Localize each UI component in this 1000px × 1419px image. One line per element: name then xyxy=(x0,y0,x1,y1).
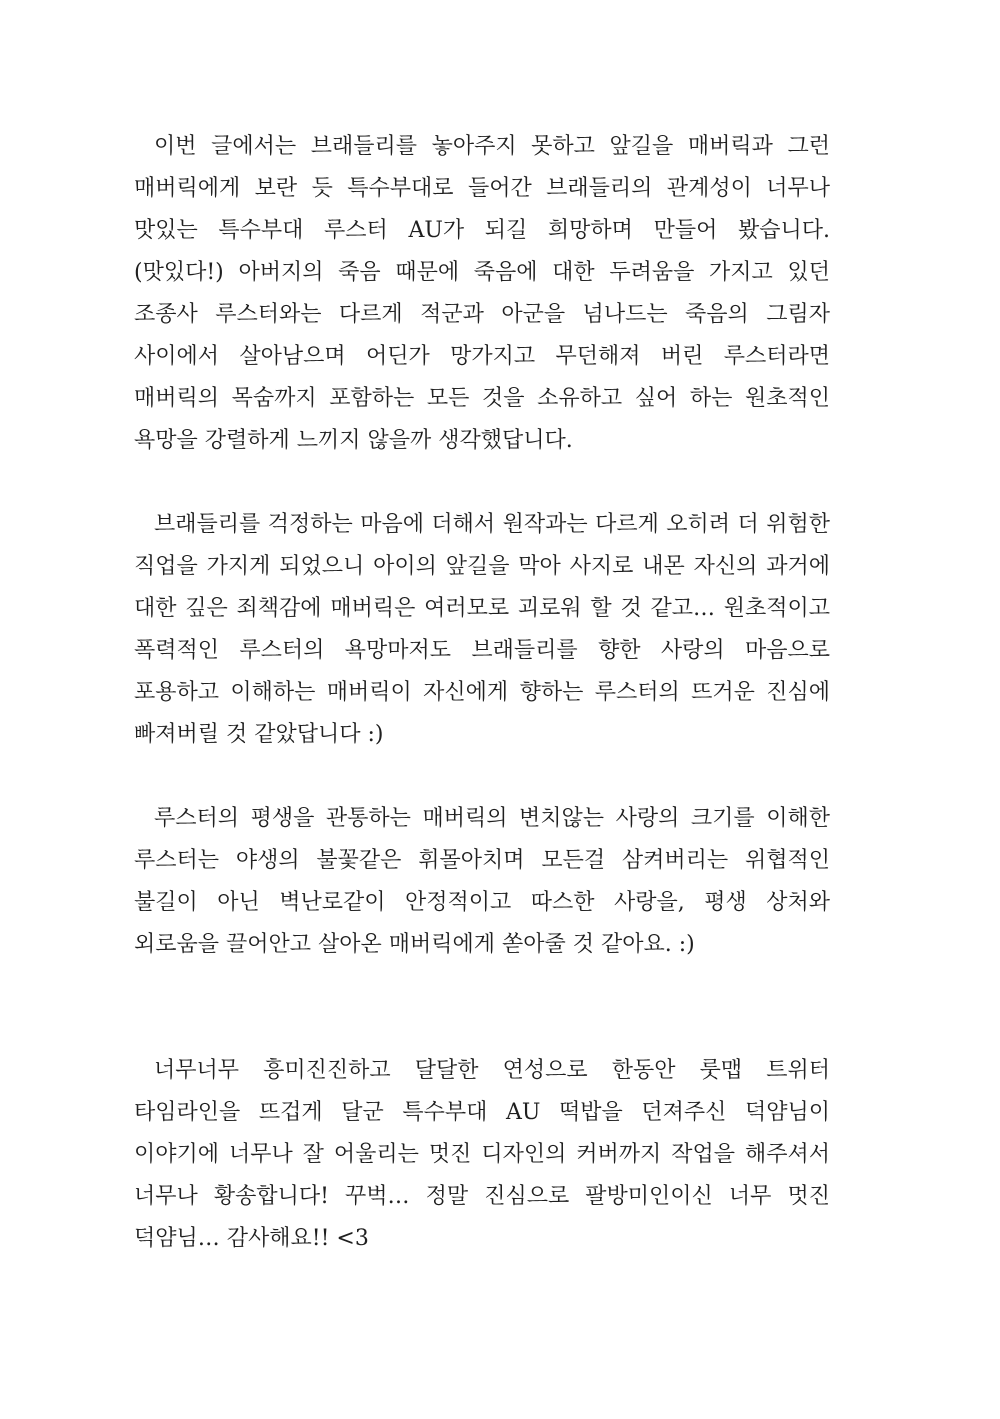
paragraph-1: 이번 글에서는 브래들리를 놓아주지 못하고 앞길을 매버릭과 그런 매버릭에게 보란 듯 특수부대로 들어간 브래들리의 관계성이 너무나 맛있는 특수부대 루스터 AU가 되길 희망하며 만들어 봤습니다. (맛있다!) 아버지의 죽음 때문에 죽음에 대한 두려움을 가지고 있던 조종사 루스터와는 다르게 적군과 아군을 넘나드는 죽음의 그림자 사이에서 살아남으며 어딘가 망가지고 무던해져 버린 루스터라면 매버릭의 목숨까지 포함하는 모든 것을 소유하고 싶어 하는 원초적인 욕망을 강렬하게 느끼지 않을까 생각했답니다. xyxy=(134,134,830,453)
paragraph-2: 브래들리를 걱정하는 마음에 더해서 원작과는 다르게 오히려 더 위험한 직업을 가지게 되었으니 아이의 앞길을 막아 사지로 내몬 자신의 과거에 대한 깊은 죄책감에 매버릭은 여러모로 괴로워 할 것 같고… 원초적이고 폭력적인 루스터의 욕망마저도 브래들리를 향한 사랑의 마음으로 포용하고 이해하는 매버릭이 자신에게 향하는 루스터의 뜨거운 진심에 빠져버릴 것 같았답니다 :) xyxy=(134,512,830,747)
paragraph-3: 루스터의 평생을 관통하는 매버릭의 변치않는 사랑의 크기를 이해한 루스터는 야생의 불꽃같은 휘몰아치며 모든걸 삼켜버리는 위협적인 불길이 아닌 벽난로같이 안정적이고 따스한 사랑을, 평생 상처와 외로움을 끌어안고 살아온 매버릭에게 쏟아줄 것 같아요. :) xyxy=(134,806,830,957)
paragraph-4: 너무너무 흥미진진하고 달달한 연성으로 한동안 룻맵 트위터 타임라인을 뜨겁게 달군 특수부대 AU 떡밥을 던져주신 덕얌님이 이야기에 너무나 잘 어울리는 멋진 디자인의 커버까지 작업을 해주셔서 너무나 황송합니다! 꾸벅… 정말 진심으로 팔방미인이신 너무 멋진 덕얌님… 감사해요!! <3 xyxy=(134,1058,830,1251)
